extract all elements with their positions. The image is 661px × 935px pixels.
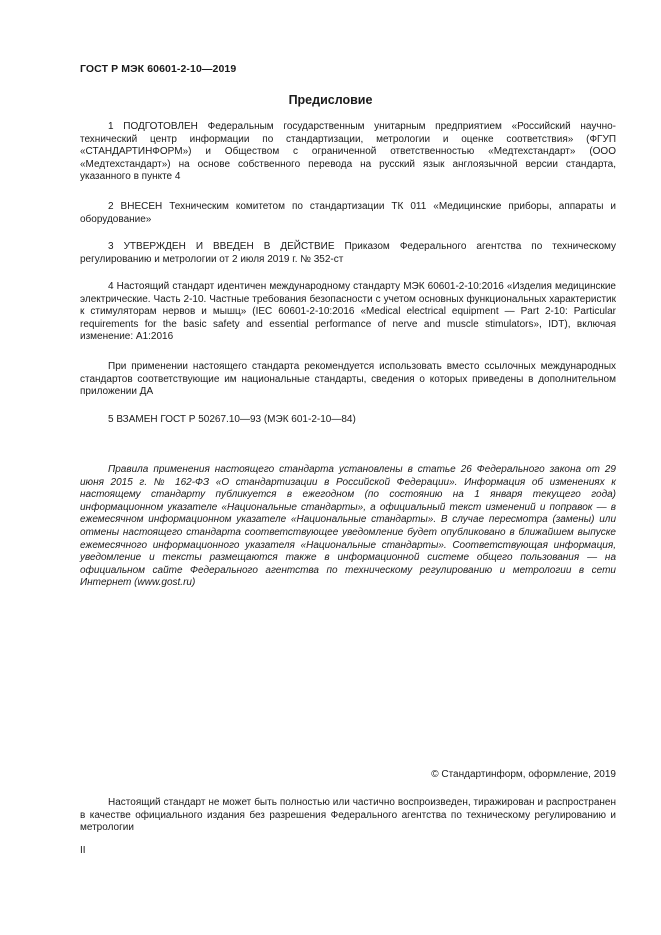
section-approved-text: 3 УТВЕРЖДЕН И ВВЕДЕН В ДЕЙСТВИЕ Приказом Федерального агентства по техническому регулированию и метрологии от 2 июля 2019 г. № 352-ст (80, 241, 616, 265)
section-prepared-text: 1 ПОДГОТОВЛЕН Федеральным государственным унитарным предприятием «Российский научно-технический центр информации по стандартизации, метрологии и оценке соответствия» (ФГУП «СТАНДАРТИНФОРМ») и Обществом с ограниченной ответственностью «Медтехстандарт» (ООО «Медтехстандарт») на основе собственного перевода на русский язык англоязычной версии стандарта, указанного в пункте 4 (80, 121, 616, 183)
copyright-line: © Стандартинформ, оформление, 2019 (431, 769, 616, 780)
section-recommendation-text: При применении настоящего стандарта рекомендуется использовать вместо ссылочных международных стандартов соответствующие им национальные стандарты, сведения о которых приведены в дополнительном приложении ДА (80, 361, 616, 398)
section-prepared (80, 121, 616, 184)
section-introduced-text: 2 ВНЕСЕН Техническим комитетом по стандартизации ТК 011 «Медицинские приборы, аппараты и оборудование» (80, 201, 616, 225)
section-replaces-text: 5 ВЗАМЕН ГОСТ Р 50267.10—93 (МЭК 601-2-10—84) (108, 414, 356, 425)
section-identical-text: 4 Настоящий стандарт идентичен международному стандарту МЭК 60601-2-10:2016 «Изделия медицинские электрические. Часть 2-10. Частные требования безопасности с учетом основных функциональных характеристик к стимуляторам нервов и мышц» (IEC 60601-2-10:2016 «Medical electrical equipment — Part 2-10: Particular requirements for the basic safety and essential performance of nerve and muscle stimulators», IDT), включая изменение: A1:2016 (80, 281, 616, 343)
foreword-title: Предисловие (288, 93, 373, 107)
standard-code-header: ГОСТ Р МЭК 60601-2-10—2019 (80, 63, 237, 75)
reproduction-notice-text: Настоящий стандарт не может быть полностью или частично воспроизведен, тиражирован и распространен в качестве официального издания без разрешения Федерального агентства по техническому регулированию и метрологии (80, 797, 616, 834)
application-rules-notice (80, 464, 616, 590)
application-rules-text: Правила применения настоящего стандарта установлены в статье 26 Федерального закона от 29 июня 2015 г. № 162-ФЗ «О стандартизации в Российской Федерации». Информация об изменениях к настоящему стандарту публикуется в ежегодном (по состоянию на 1 января текущего года) информационном указателе «Национальные стандарты», а официальный текст изменений и поправок — в ежемесячном информационном указателе «Национальные стандарты». В случае пересмотра (замены) или отмены настоящего стандарта соответствующее уведомление будет опубликовано в ближайшем выпуске ежемесячного информационного указателя «Национальные стандарты». Соответствующая информация, уведомление и тексты размещаются также в информационной системе общего пользования — на официальном сайте Федерального агентства по техническому регулированию и метрологии в сети Интернет (www.gost.ru) (80, 464, 616, 589)
page-number: II (80, 845, 86, 856)
reproduction-notice (80, 797, 616, 835)
section-introduced (80, 201, 616, 226)
section-recommendation (80, 361, 616, 399)
section-approved (80, 241, 616, 266)
section-replaces (80, 414, 616, 427)
section-identical (80, 281, 616, 344)
